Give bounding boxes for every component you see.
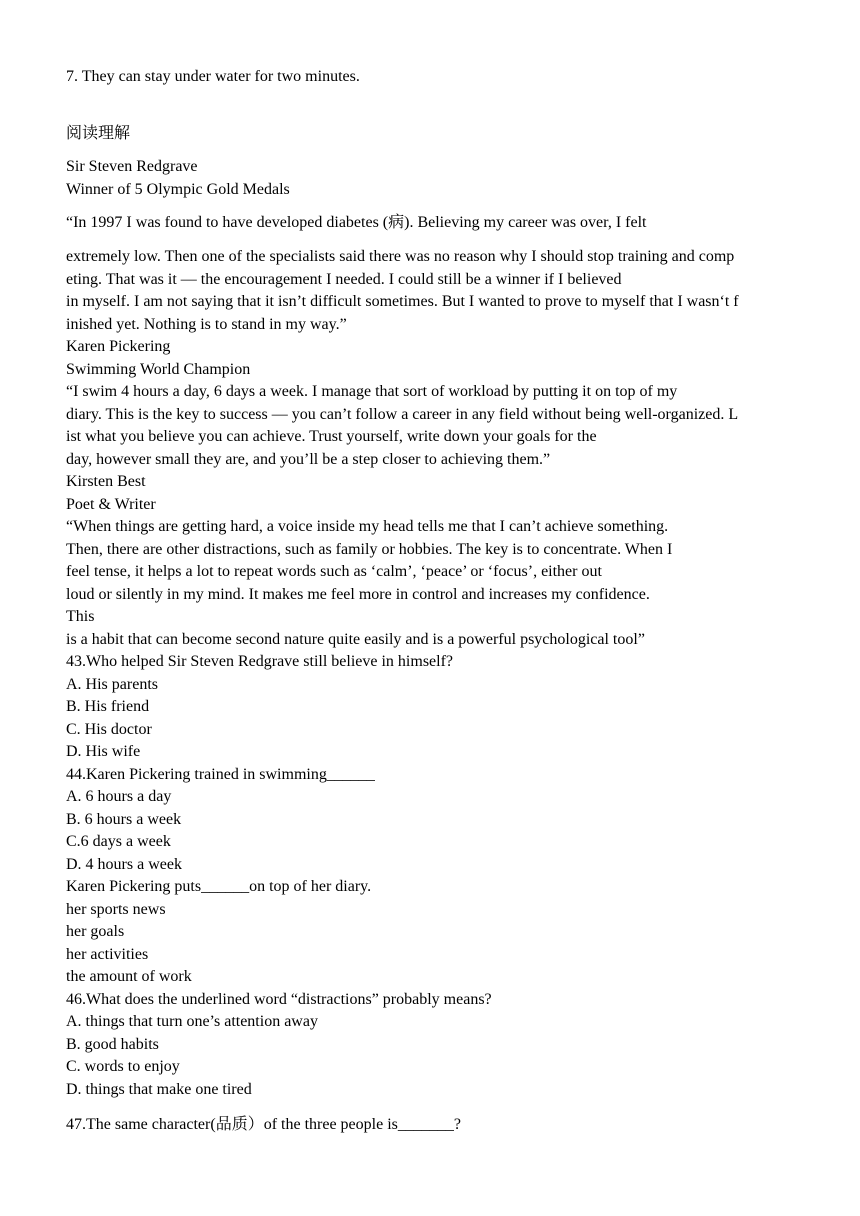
question-option: D. things that make one tired bbox=[66, 1080, 252, 1098]
text-line: diary. This is the key to success — you can’t follow a career in any field without being well-organized. L bbox=[66, 405, 739, 423]
text-line: feel tense, it helps a lot to repeat words such as ‘calm’, ‘peace’ or ‘focus’, either out bbox=[66, 563, 602, 580]
person-name: Karen Pickering bbox=[66, 338, 171, 355]
text-line: Then, there are other distractions, such as family or hobbies. The key is to concentrate. When I bbox=[66, 540, 673, 558]
question-option: her activities bbox=[66, 945, 149, 963]
person-title: Poet & Writer bbox=[66, 495, 156, 513]
question-option: B. good habits bbox=[66, 1035, 159, 1053]
question-option: her goals bbox=[66, 923, 125, 940]
question-option: C. His doctor bbox=[66, 720, 152, 738]
reading-comprehension-heading: 阅读理解 bbox=[66, 123, 131, 142]
passage-intro bbox=[66, 156, 806, 201]
question-option: B. 6 hours a week bbox=[66, 810, 182, 828]
question-option: B. His friend bbox=[66, 698, 150, 715]
question-option: D. 4 hours a week bbox=[66, 855, 182, 873]
question-option: A. His parents bbox=[66, 675, 158, 693]
text-line: eting. That was it — the encouragement I needed. I could still be a winner if I believed bbox=[66, 270, 622, 288]
passage-and-questions bbox=[66, 246, 806, 1101]
text-line: inished yet. Nothing is to stand in my way.” bbox=[66, 315, 347, 333]
question-option: C.6 days a week bbox=[66, 833, 171, 850]
question-47: 47.The same character(品质）of the three people is_______? bbox=[66, 1116, 461, 1133]
text-line: “In 1997 I was found to have developed diabetes (病). Believing my career was over, I felt bbox=[66, 214, 647, 231]
text-line: “When things are getting hard, a voice inside my head tells me that I can’t achieve something. bbox=[66, 518, 669, 535]
question-46: 46.What does the underlined word “distractions” probably means? bbox=[66, 990, 492, 1008]
question-option: her sports news bbox=[66, 900, 166, 918]
text-line: in myself. I am not saying that it isn’t difficult sometimes. But I wanted to prove to myself that I wasn‘t f bbox=[66, 293, 739, 310]
text-line: is a habit that can become second nature quite easily and is a powerful psychological tool” bbox=[66, 630, 645, 648]
question-option: the amount of work bbox=[66, 968, 192, 985]
person-name: Sir Steven Redgrave bbox=[66, 158, 198, 175]
quote-opening bbox=[66, 212, 806, 235]
question-47-block bbox=[66, 1114, 806, 1137]
text-line: extremely low. Then one of the specialists said there was no reason why I should stop training and comp bbox=[66, 248, 735, 265]
person-title: Swimming World Champion bbox=[66, 360, 251, 378]
question-45: Karen Pickering puts______on top of her diary. bbox=[66, 878, 372, 895]
text-line: This bbox=[66, 608, 95, 625]
previous-answer-line bbox=[66, 66, 806, 89]
question-44: 44.Karen Pickering trained in swimming______ bbox=[66, 765, 375, 783]
text-line: “I swim 4 hours a day, 6 days a week. I manage that sort of workload by putting it on top of my bbox=[66, 383, 678, 400]
section-heading bbox=[66, 122, 806, 145]
text-line: day, however small they are, and you’ll be a step closer to achieving them.” bbox=[66, 450, 551, 468]
text-line: 7. They can stay under water for two minutes. bbox=[66, 68, 360, 85]
question-option: A. 6 hours a day bbox=[66, 788, 172, 805]
question-option: A. things that turn one’s attention away bbox=[66, 1013, 318, 1030]
question-option: C. words to enjoy bbox=[66, 1058, 180, 1075]
question-43: 43.Who helped Sir Steven Redgrave still believe in himself? bbox=[66, 653, 454, 670]
text-line: ist what you believe you can achieve. Trust yourself, write down your goals for the bbox=[66, 428, 597, 445]
text-line: loud or silently in my mind. It makes me feel more in control and increases my confidence. bbox=[66, 585, 650, 603]
person-name: Kirsten Best bbox=[66, 473, 146, 490]
person-title: Winner of 5 Olympic Gold Medals bbox=[66, 180, 290, 198]
question-option: D. His wife bbox=[66, 743, 141, 760]
